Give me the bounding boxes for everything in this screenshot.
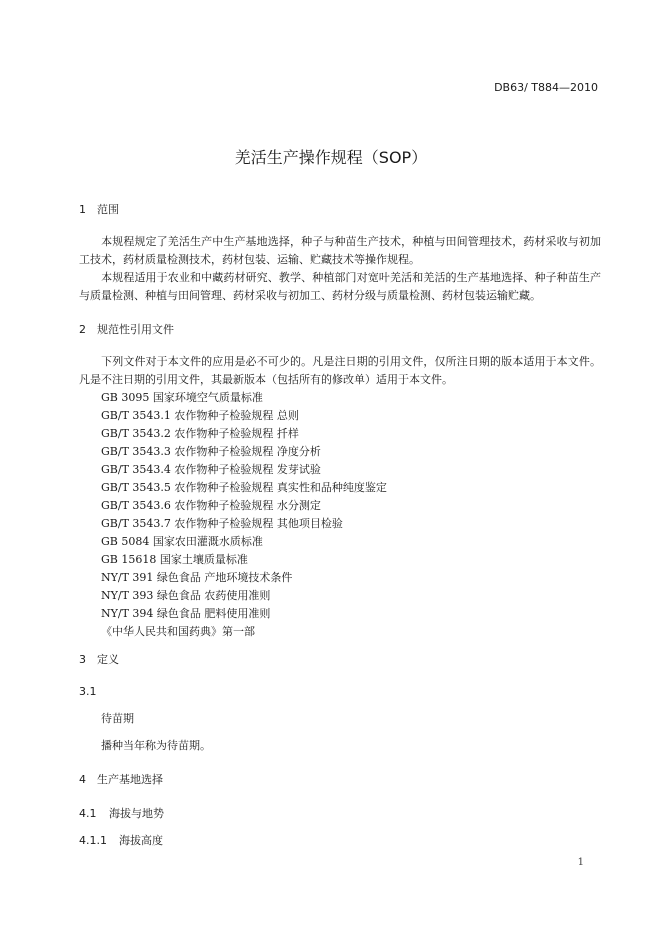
paragraph-text: 下列文件对于本文件的应用是必不可少的。凡是注日期的引用文件，仅所注日期的版本适用于本文件。凡是不注日期的引用文件，其最新版本（包括所有的修改单）适用于本文件。 [79,355,601,386]
section-title: 规范性引用文件 [97,323,174,336]
section-title: 生产基地选择 [97,773,163,786]
subsection-4-1-heading [79,805,164,821]
subsection-title: 海拔与地势 [109,807,164,820]
reference-item: GB/T 3543.6 农作物种子检验规程 水分测定 [101,499,321,512]
reference-item: NY/T 394 绿色食品 肥料使用准则 [101,607,271,620]
section-2-heading [79,321,174,337]
subsection-number: 4.1.1 [79,834,107,847]
subsection-number: 4.1 [79,807,97,820]
subsection-4-1-1-heading [79,832,163,848]
reference-item: GB/T 3543.4 农作物种子检验规程 发芽试验 [101,463,321,476]
subsection-3-1-number [79,685,97,698]
reference-item: NY/T 393 绿色食品 农药使用准则 [101,589,271,602]
section-number: 3 [79,653,86,666]
paragraph [79,233,601,269]
section-title: 定义 [97,653,119,666]
reference-item: GB/T 3543.3 农作物种子检验规程 净度分析 [101,445,321,458]
reference-item: GB/T 3543.1 农作物种子检验规程 总则 [101,409,299,422]
section-number: 4 [79,773,86,786]
paragraph-text: 本规程适用于农业和中藏药材研究、教学、种植部门对宽叶羌活和羌活的生产基地选择、种子种苗生产与质量检测、种植与田间管理、药材采收与初加工、药材分级与质量检测、药材包装运输贮藏。 [79,271,601,302]
section-4-heading [79,771,163,787]
subsection-title: 海拔高度 [119,834,163,847]
reference-item: 《中华人民共和国药典》第一部 [101,625,255,638]
paragraph-text: 本规程规定了羌活生产中生产基地选择，种子与种苗生产技术，种植与田间管理技术，药材采收与初加工技术，药材质量检测技术，药材包装、运输、贮藏技术等操作规程。 [79,235,601,266]
section-title: 范围 [97,203,119,216]
section-1-heading [79,201,119,217]
section-number: 1 [79,203,86,216]
subsection-number: 3.1 [79,685,97,698]
document-number: DB63/ T884—2010 [494,81,598,94]
page-number: 1 [577,857,584,868]
term-definition: 播种当年称为待苗期。 [101,739,211,752]
paragraph [79,353,601,389]
reference-item: GB 5084 国家农田灌溉水质标准 [101,535,263,548]
term-name: 待苗期 [101,712,134,725]
reference-item: GB 15618 国家土壤质量标准 [101,553,248,566]
reference-item: NY/T 391 绿色食品 产地环境技术条件 [101,571,293,584]
reference-item: GB 3095 国家环境空气质量标准 [101,391,263,404]
page-title: 羌活生产操作规程（SOP） [234,148,428,167]
section-3-heading [79,651,119,667]
section-number: 2 [79,323,86,336]
reference-item: GB/T 3543.5 农作物种子检验规程 真实性和品种纯度鉴定 [101,481,387,494]
paragraph [79,269,601,305]
reference-item: GB/T 3543.2 农作物种子检验规程 扦样 [101,427,299,440]
reference-item: GB/T 3543.7 农作物种子检验规程 其他项目检验 [101,517,343,530]
